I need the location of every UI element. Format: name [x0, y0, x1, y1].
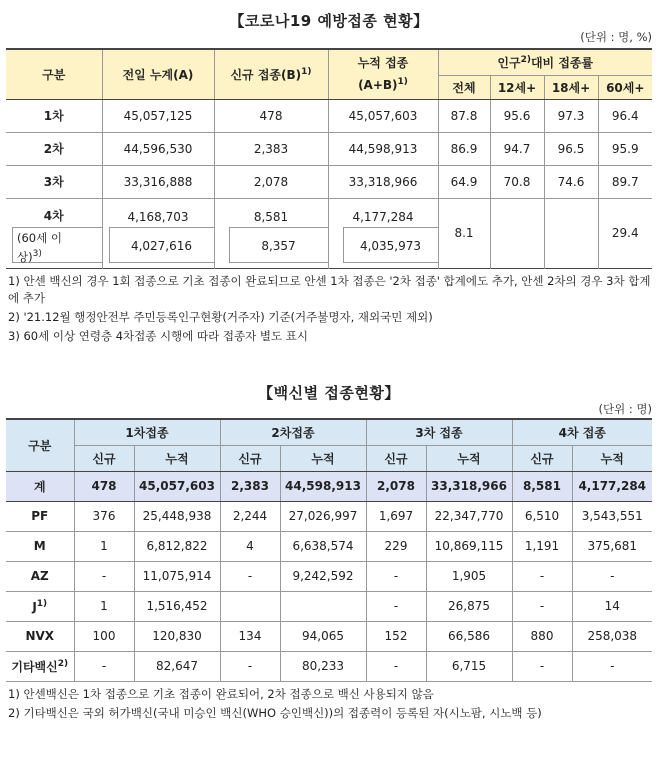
- table-cell: 27,026,997: [280, 501, 366, 531]
- table-cell: 44,598,913: [280, 471, 366, 501]
- table-cell: 6,812,822: [134, 531, 220, 561]
- row-label: M: [6, 531, 74, 561]
- header-dose2: 2차접종: [220, 419, 366, 445]
- table-row: [6, 591, 652, 621]
- table-cell: 80,233: [280, 651, 366, 681]
- table-cell: 8,581: [512, 471, 572, 501]
- table-cell: 9,242,592: [280, 561, 366, 591]
- table-cell: -: [220, 651, 280, 681]
- total-row: [6, 471, 652, 501]
- header-rate-60: 60세+: [598, 75, 652, 99]
- table-row: [6, 501, 652, 531]
- note: 1) 안센백신은 1차 접종으로 기초 접종이 완료되어, 2차 접종으로 백신 사용되지 않음: [8, 687, 434, 701]
- table-cell: 26,875: [426, 591, 512, 621]
- table-row-sub-60plus: (60세 이 상)$^{3)}$ 4,027,616 8,357 4,035,973: [6, 224, 652, 268]
- table-cell: 82,647: [134, 651, 220, 681]
- table-cell: 375,681: [572, 531, 652, 561]
- table-row: 4차 4,168,703 8,581 4,177,284 8.1 29.4: [6, 198, 652, 224]
- table-cell: [280, 591, 366, 621]
- table-cell: 6,510: [512, 501, 572, 531]
- table-cell: -: [220, 561, 280, 591]
- table-cell: 478: [74, 471, 134, 501]
- row-label: $J^{1)}$: [6, 591, 74, 621]
- note: 2) 기타백신은 국외 허가백신(국내 미승인 백신(WHO 승인백신))의 접종력이 등록된 자(시노팜, 시노백 등): [8, 706, 542, 720]
- table-cell: 1,905: [426, 561, 512, 591]
- table-cell: 100: [74, 621, 134, 651]
- table-cell: 6,715: [426, 651, 512, 681]
- table-row: 1차 45,057,125 478 45,057,603 87.8 95.6 97.3 96.4: [6, 99, 652, 132]
- row-label: NVX: [6, 621, 74, 651]
- table-cell: 2,078: [366, 471, 426, 501]
- section1-unit: (단위 : 명, %): [580, 30, 652, 44]
- header-dose1: 1차접종: [74, 419, 220, 445]
- section2-notes: [8, 686, 654, 724]
- header-rate: 인구$^{2)}$대비 접종률: [438, 49, 652, 75]
- table-cell: 1,191: [512, 531, 572, 561]
- table-cell: 1: [74, 591, 134, 621]
- table-cell: 2,383: [220, 471, 280, 501]
- table-cell: -: [366, 591, 426, 621]
- table-row: [6, 621, 652, 651]
- vaccine-type-table: 구분 1차접종 2차접종 3차 접종 4차 접종 신규 누적 신규 누적 신규 누적 신규 누적 계 478 45,057,603 2,383 44,598,913 2,078 33,318,966 8,581 4,177,284 PF 376 25,448,938 2,244 27,026,997 1,697 22,347,770 6,510 3,543,551 M 1 6,812,822 4 6,638,574 229 10,869,115 1,191 375,681 AZ - 11,075,914 - 9,242,592 - 1,905 - - $J^{1)}$ 1 1,516,452 - 26,875 - 14 NVX 100 120,830 134 94,065 152 66,586 880 258,038 기타백신$^{2)}$ - 82,647 - 80,233 - 6,715 - -: [6, 418, 652, 682]
- table-cell: -: [74, 651, 134, 681]
- table-cell: [220, 591, 280, 621]
- table-cell: 6,638,574: [280, 531, 366, 561]
- section1-title: 【코로나19 예방접종 현황】: [229, 12, 429, 30]
- table-cell: 4,177,284: [572, 471, 652, 501]
- note: 1) 안센 백신의 경우 1회 접종으로 기초 접종이 완료되므로 안센 1차 접종은 '2차 접종' 합계에도 추가, 안센 2차의 경우 3차 합계에 추가: [8, 274, 651, 305]
- section1-notes: [8, 273, 654, 347]
- table-cell: 10,869,115: [426, 531, 512, 561]
- table-cell: -: [512, 561, 572, 591]
- table-cell: 11,075,914: [134, 561, 220, 591]
- table-cell: 229: [366, 531, 426, 561]
- table-cell: 33,318,966: [426, 471, 512, 501]
- table-row: 2차 44,596,530 2,383 44,598,913 86.9 94.7 96.5 95.9: [6, 132, 652, 165]
- row-label: PF: [6, 501, 74, 531]
- table-cell: 134: [220, 621, 280, 651]
- table-cell: 14: [572, 591, 652, 621]
- table-cell: 258,038: [572, 621, 652, 651]
- header-dose4: 4차 접종: [512, 419, 652, 445]
- table-cell: 1,516,452: [134, 591, 220, 621]
- header-rate-18: 18세+: [544, 75, 598, 99]
- header-rate-12: 12세+: [490, 75, 544, 99]
- table-cell: 4: [220, 531, 280, 561]
- header-prev-total: 전일 누계(A): [102, 49, 214, 99]
- table-cell: 880: [512, 621, 572, 651]
- table-cell: 94,065: [280, 621, 366, 651]
- header-cumulative: 누적 접종 $(A+B)^{1)}$: [328, 49, 438, 99]
- table-row: [6, 531, 652, 561]
- header-category: 구분: [6, 49, 102, 99]
- table-row: [6, 651, 652, 681]
- table-cell: 25,448,938: [134, 501, 220, 531]
- table-cell: 120,830: [134, 621, 220, 651]
- table-cell: -: [572, 651, 652, 681]
- row-label: AZ: [6, 561, 74, 591]
- table-cell: 22,347,770: [426, 501, 512, 531]
- note: 3) 60세 이상 연령층 4차접종 시행에 따라 접종자 별도 표시: [8, 329, 308, 343]
- note: 2) '21.12월 행정안전부 주민등록인구현황(거주자) 기준(거주불명자, 재외국민 제외): [8, 310, 433, 324]
- section2-title: 【백신별 접종현황】: [258, 384, 400, 402]
- header-category: 구분: [6, 419, 74, 471]
- table-cell: -: [366, 651, 426, 681]
- header-new: 신규 접종$(B)^{1)}$: [214, 49, 328, 99]
- table-row: [6, 561, 652, 591]
- section2-unit: (단위 : 명): [598, 402, 652, 416]
- table-cell: 152: [366, 621, 426, 651]
- table-cell: 45,057,603: [134, 471, 220, 501]
- table-cell: -: [572, 561, 652, 591]
- table-cell: -: [366, 561, 426, 591]
- table-row: 3차 33,316,888 2,078 33,318,966 64.9 70.8 74.6 89.7: [6, 165, 652, 198]
- header-rate-all: 전체: [438, 75, 490, 99]
- header-dose3: 3차 접종: [366, 419, 512, 445]
- table-cell: 66,586: [426, 621, 512, 651]
- vaccination-status-table: [6, 48, 652, 269]
- row-label: 기타백신$^{2)}$: [6, 651, 74, 681]
- table-cell: 1,697: [366, 501, 426, 531]
- table-cell: 376: [74, 501, 134, 531]
- row-label: 계: [6, 471, 74, 501]
- table-cell: 2,244: [220, 501, 280, 531]
- table-cell: 1: [74, 531, 134, 561]
- table-cell: -: [512, 651, 572, 681]
- table-cell: -: [74, 561, 134, 591]
- table-cell: 3,543,551: [572, 501, 652, 531]
- table-cell: -: [512, 591, 572, 621]
